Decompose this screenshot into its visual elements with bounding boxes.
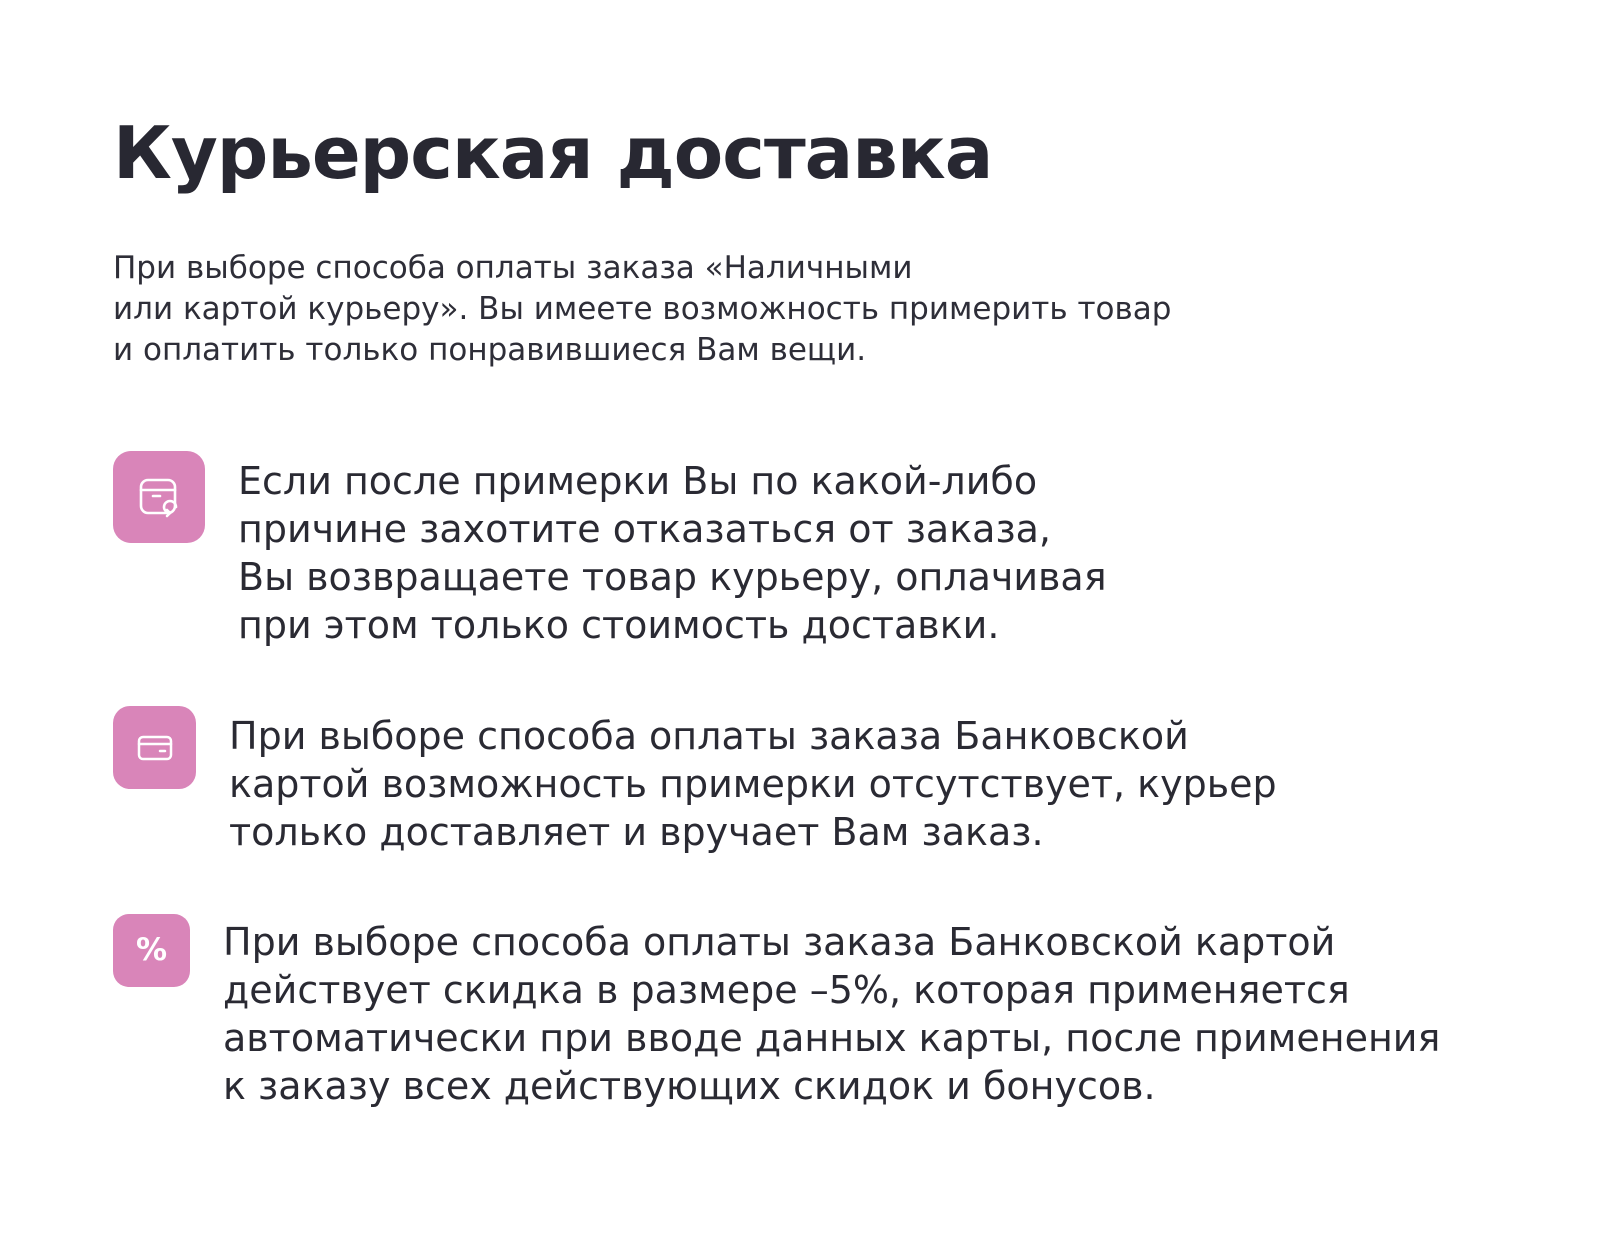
feature-text-line: только доставляет и вручает Вам заказ.: [229, 810, 1044, 854]
feature-text-line: При выборе способа оплаты заказа Банковской картой: [223, 920, 1336, 964]
credit-card-icon: [113, 706, 196, 789]
percent-icon: [113, 914, 190, 987]
feature-text-line: причине захотите отказаться от заказа,: [238, 507, 1052, 551]
percent-icon-glyph: %: [135, 932, 168, 968]
intro-line: или картой курьеру». Вы имеете возможность примерить товар: [113, 291, 1172, 327]
feature-card-discount: [113, 918, 1463, 1118]
intro-line: При выборе способа оплаты заказа «Наличными: [113, 250, 913, 286]
box-return-icon: [113, 451, 205, 543]
feature-text-line: При выборе способа оплаты заказа Банковской: [229, 714, 1189, 758]
intro-line: и оплатить только понравившиеся Вам вещи.: [113, 332, 867, 368]
feature-return-on-fitting: [113, 457, 1313, 657]
feature-text-line: к заказу всех действующих скидок и бонусов.: [223, 1064, 1156, 1108]
feature-text-line: действует скидка в размере –5%, которая применяется: [223, 968, 1350, 1012]
feature-text-line: Если после примерки Вы по какой-либо: [238, 459, 1038, 503]
feature-text-line: автоматически при вводе данных карты, после применения: [223, 1016, 1441, 1060]
page-title: Курьерская доставка: [113, 111, 993, 195]
intro-paragraph: [113, 248, 1233, 371]
feature-text-line: Вы возвращаете товар курьеру, оплачивая: [238, 555, 1107, 599]
feature-text-line: картой возможность примерки отсутствует, курьер: [229, 762, 1277, 806]
feature-card-no-fitting: [113, 712, 1313, 862]
feature-text-line: при этом только стоимость доставки.: [238, 603, 1000, 647]
